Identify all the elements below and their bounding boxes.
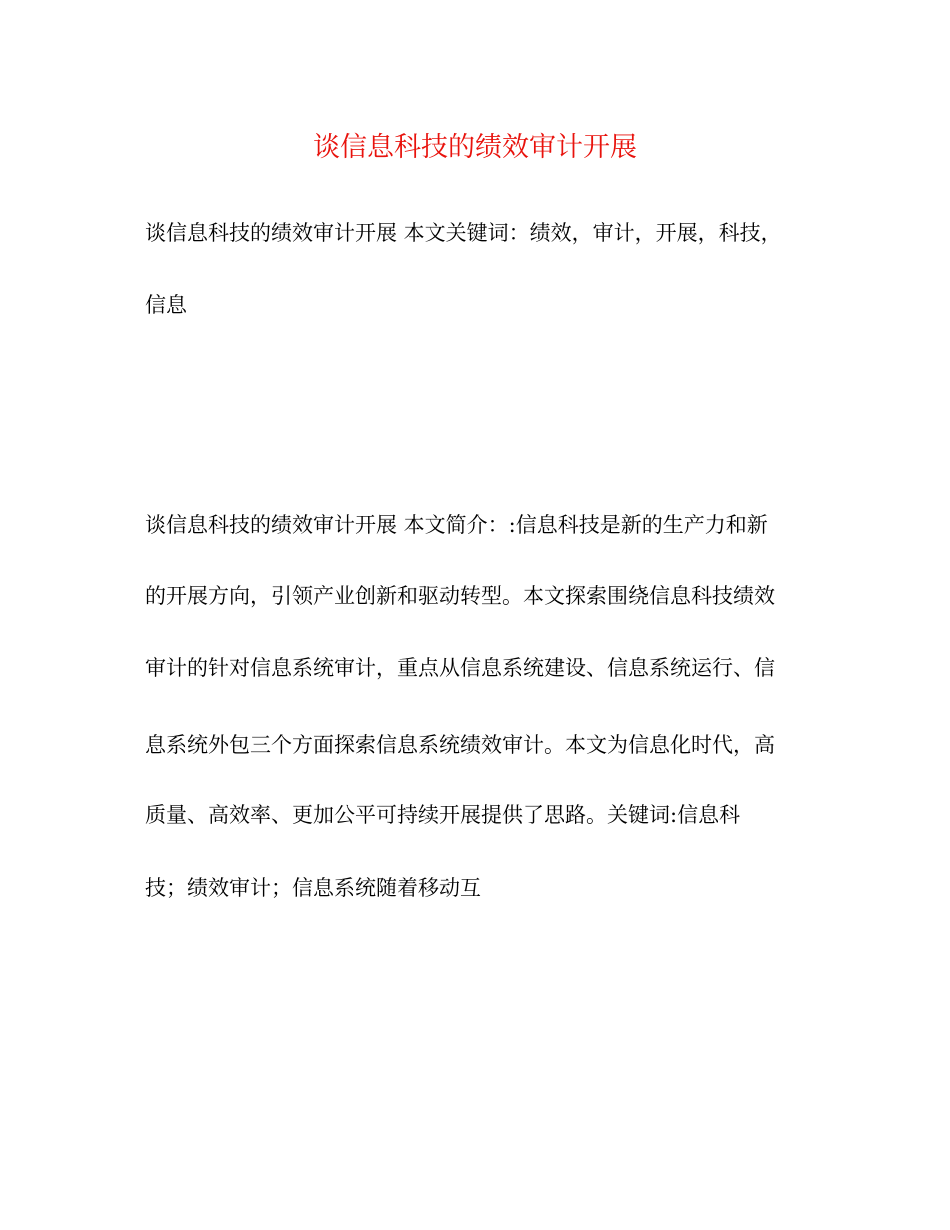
- document-title: 谈信息科技的绩效审计开展: [313, 132, 637, 163]
- abstract-line: 审计的针对信息系统审计，重点从信息系统建设、信息系统运行、信: [145, 656, 775, 680]
- abstract-line: 谈信息科技的绩效审计开展 本文简介：:信息科技是新的生产力和新: [145, 513, 768, 537]
- abstract-line: 的开展方向，引领产业创新和驱动转型。本文探索围绕信息科技绩效: [145, 584, 775, 608]
- keywords-line: 谈信息科技的绩效审计开展 本文关键词：绩效，审计，开展，科技，: [145, 221, 782, 245]
- keywords-line: 信息: [145, 293, 187, 317]
- abstract-line: 技；绩效审计；信息系统随着移动互: [145, 876, 481, 900]
- abstract-line: 息系统外包三个方面探索信息系统绩效审计。本文为信息化时代，高: [145, 733, 775, 757]
- abstract-line: 质量、高效率、更加公平可持续开展提供了思路。关键词:信息科: [145, 803, 741, 827]
